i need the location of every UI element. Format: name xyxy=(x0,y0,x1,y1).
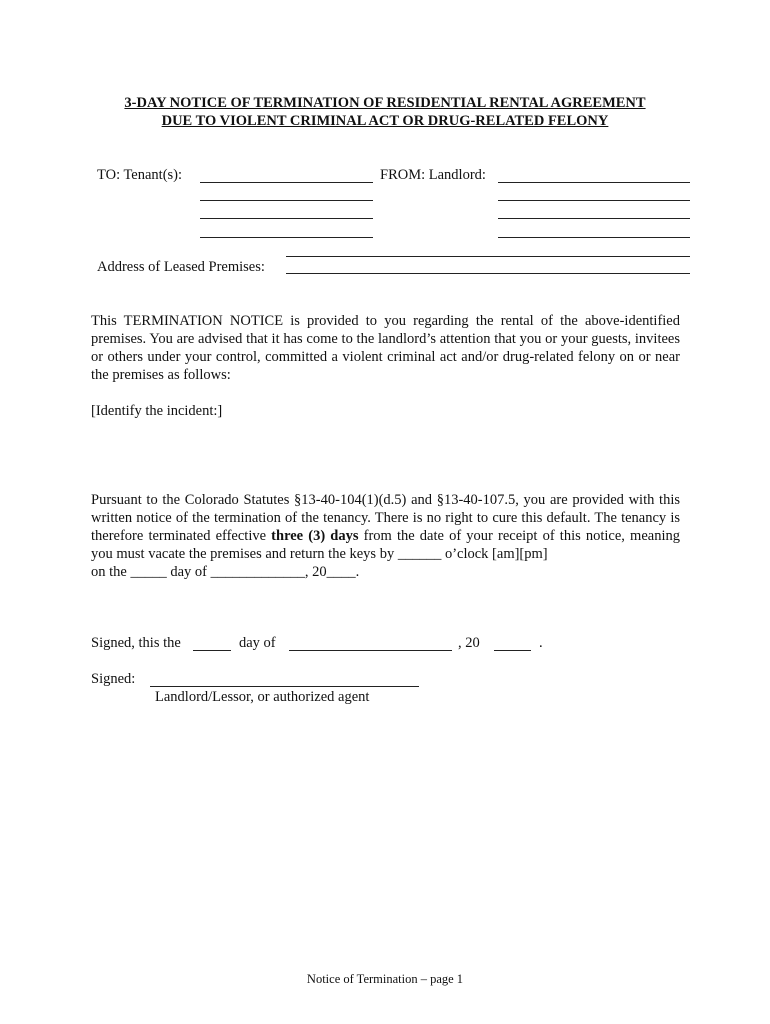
statute-text-start: Pursuant to the Colorado Statutes §13-40-104(1)(d.5) and §13-40-107.5, you are provided with this written notice of the termination of the tenancy. There is no right to cure this default. The tenancy is therefore terminated effective xyxy=(91,492,680,544)
tenant-label: TO: Tenant(s): xyxy=(97,167,183,183)
signed-this-the-label: Signed, this the xyxy=(91,635,181,651)
document-title-line-2: DUE TO VIOLENT CRIMINAL ACT OR DRUG-RELATED FELONY xyxy=(161,113,609,129)
tenant-line-3[interactable] xyxy=(200,218,373,219)
landlord-label: FROM: Landlord: xyxy=(380,167,486,183)
three-days-emphasis: three (3) days xyxy=(271,528,359,544)
statute-paragraph xyxy=(91,491,680,563)
statute-text-end: from the date of your receipt of this notice, meaning you must vacate the premises and return the keys by ______ o’clock [am][pm] xyxy=(91,528,680,562)
signature-label: Signed: xyxy=(91,671,136,687)
landlord-line-1[interactable] xyxy=(498,182,690,183)
address-label: Address of Leased Premises: xyxy=(97,259,265,275)
landlord-line-2[interactable] xyxy=(498,200,690,201)
year-prefix-label: , 20 xyxy=(458,635,480,651)
incident-label: [Identify the incident:] xyxy=(91,403,223,419)
tenant-line-4[interactable] xyxy=(200,237,373,238)
signature-line[interactable] xyxy=(150,686,419,687)
document-title-line-1: 3-DAY NOTICE OF TERMINATION OF RESIDENTIAL RENTAL AGREEMENT xyxy=(124,95,646,111)
notice-paragraph: This TERMINATION NOTICE is provided to you regarding the rental of the above-identified premises. You are advised that it has come to the landlord’s attention that you or your guests, invitees or others under your control, committed a violent criminal act and/or drug-related felony on or near the premises as follows: xyxy=(91,313,680,383)
page-footer: Notice of Termination – page 1 xyxy=(306,972,464,986)
signature-caption: Landlord/Lessor, or authorized agent xyxy=(155,689,370,705)
landlord-line-4[interactable] xyxy=(498,237,690,238)
vacate-date-line: on the _____ day of _____________, 20____. xyxy=(91,564,360,580)
signed-day-blank[interactable] xyxy=(193,650,231,651)
address-line-upper[interactable] xyxy=(286,256,690,257)
signed-year-blank[interactable] xyxy=(494,650,531,651)
landlord-line-3[interactable] xyxy=(498,218,690,219)
signed-month-blank[interactable] xyxy=(289,650,452,651)
date-period: . xyxy=(539,635,543,651)
day-of-label: day of xyxy=(239,635,276,651)
address-line[interactable] xyxy=(286,273,690,274)
tenant-line-1[interactable] xyxy=(200,182,373,183)
tenant-line-2[interactable] xyxy=(200,200,373,201)
